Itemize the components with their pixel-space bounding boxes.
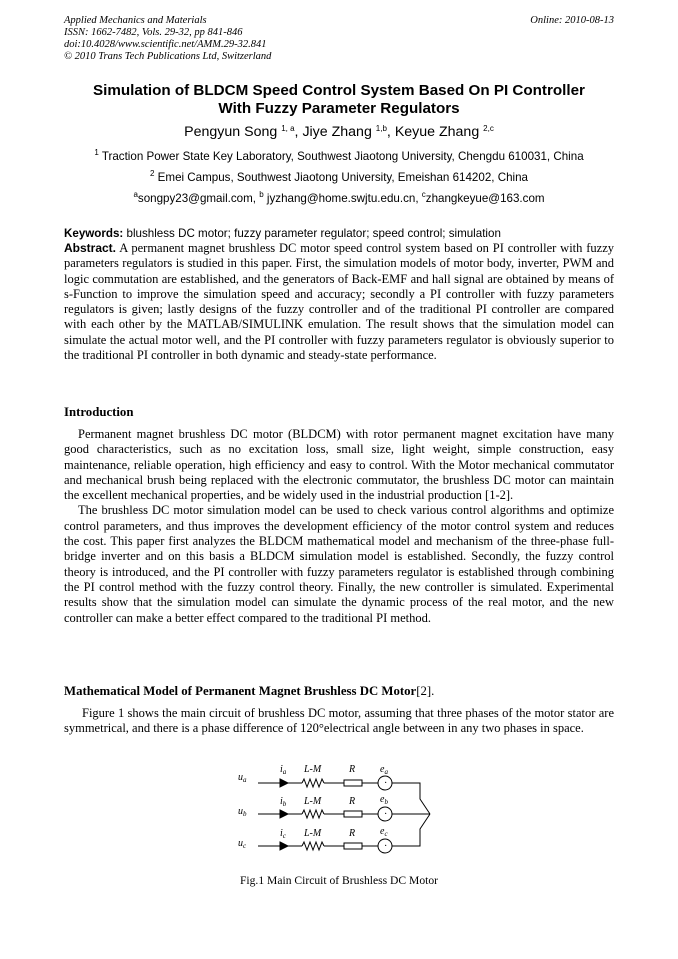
inductor-symbol	[302, 810, 324, 818]
author-list: Pengyun Song $^{1, a}$, Jiye Zhang $^{1,b}$, Keyue Zhang $^{2,c}$	[184, 124, 494, 140]
paragraph: Permanent magnet brushless DC motor (BLDCM) with rotor permanent magnet excitation have many good characteristics, such as no excitation loss, small size, light weight, simple construction, easy maintenance, reliable operation, high efficiency and easy to control. With the Motor mechanical commutator and mechanical brush being replaced with the electronic commutator, the brushless DC motor can maintain the excellent mechanical properties, and be widely used in the industrial production [1-2].	[64, 427, 614, 503]
voltage-label-b: $u_b$	[238, 806, 247, 818]
email-address[interactable]: songpy23@gmail.com	[137, 192, 253, 205]
affiliation-1	[64, 150, 614, 164]
emf-polarity: ·	[384, 778, 388, 789]
resistance-label: R	[349, 828, 356, 839]
email-superscript: b	[259, 190, 264, 199]
affiliation-superscript: 2	[149, 169, 155, 178]
author-name: Keyue Zhang	[394, 124, 480, 140]
wire	[392, 783, 430, 814]
resistance-label: R	[349, 796, 356, 807]
title-line-1: Simulation of BLDCM Speed Control System Based On PI Controller	[93, 82, 585, 99]
resistor-symbol	[344, 780, 362, 786]
author-name: Pengyun Song	[184, 124, 278, 140]
emf-polarity: ·	[384, 841, 388, 852]
voltage-label-a: $u_a$	[238, 772, 247, 784]
resistor-symbol	[344, 811, 362, 817]
affiliation-text: Traction Power State Key Laboratory, Southwest Jiaotong University, Chengdu 610031, China	[101, 150, 584, 163]
section-body	[64, 706, 614, 737]
introduction-body	[64, 427, 614, 626]
affiliation-superscript: 1	[94, 148, 99, 157]
paper-title	[64, 82, 614, 118]
current-arrow	[280, 779, 288, 787]
inductor-symbol	[302, 842, 324, 850]
inductance-label: L-M	[304, 796, 322, 807]
section-heading-reference[interactable]: [2].	[416, 684, 435, 698]
emf-label-b: $e_b$	[380, 794, 388, 806]
affiliation-text: Emei Campus, Southwest Jiaotong University, Emeishan 614202, China	[157, 171, 529, 184]
abstract-label: Abstract.	[64, 241, 117, 255]
journal-header	[64, 15, 271, 63]
keywords-label: Keywords:	[64, 227, 124, 240]
abstract-text: A permanent magnet brushless DC motor speed control system based on PI controller with fuzzy parameters regulators is studied in this paper. First, the simulation models of motor body, inverter, PWM and logic commutation are established, and the generators of Back-EMF and hall signal are obtained by means of s-Function to improve the simulation speed and accuracy; secondly a PI controller with fuzzy parameters regulators is given; lastly designs of the fuzzy controller and of the traditional PI controller are compared with each other by the MATLAB/SIMULINK emulation. The result shows that the simulation model can simulate the actual motor well, and the PI controller with fuzzy parameters regulator is obviously superior to the traditional PI controller in both dynamic and steady-state performance.	[64, 241, 615, 363]
affiliation-2	[64, 171, 614, 185]
journal-doi: doi:10.4028/www.scientific.net/AMM.29-32.841	[64, 39, 267, 50]
figure-caption: Fig.1 Main Circuit of Brushless DC Motor	[239, 874, 439, 887]
author-name: Jiye Zhang	[302, 124, 372, 140]
emf-label-c: $e_c$	[380, 826, 388, 838]
resistor-symbol	[344, 843, 362, 849]
journal-name: Applied Mechanics and Materials	[64, 15, 207, 26]
author-superscript: 1, a	[281, 124, 295, 133]
email-superscript: c	[421, 190, 426, 199]
email-list: $^a$songpy23@gmail.com, $^b$ jyzhang@home.swjtu.edu.cn, $^c$zhangkeyue@163.com	[133, 190, 545, 205]
emf-polarity: ·	[384, 809, 388, 820]
paragraph: The brushless DC motor simulation model can be used to check various control algorithms and optimize control parameters, and thus improves the development efficiency of the motor control system and reduces the cost. This paper first analyzes the BLDCM mathematical model and mechanism of the three-phase full-bridge inverter and on this basis a BLDCM simulation model is established. Secondly, the fuzzy control theory is introduced, and the PI controller with fuzzy parameters regulator is established through combining the PI control method with the fuzzy control theory. Finally, the new controller is simulated. Experimental results show that the simulation model can simulate the dynamic process of the real motor, and the new controller can make a better effect compared to the traditional PI method.	[64, 503, 614, 625]
current-label-b: $i_b$	[280, 796, 287, 808]
emf-label-a: $e_a$	[380, 764, 388, 776]
voltage-label-c: $u_c$	[238, 838, 247, 850]
current-label-c: $i_c$	[280, 828, 286, 840]
email-superscript: a	[133, 190, 138, 199]
current-arrow	[280, 842, 288, 850]
resistance-label: R	[349, 764, 356, 775]
section-heading	[64, 684, 434, 699]
current-label-a: $i_a$	[280, 764, 287, 776]
journal-copyright: © 2010 Trans Tech Publications Ltd, Switzerland	[64, 51, 272, 62]
title-line-2: With Fuzzy Parameter Regulators	[218, 100, 460, 117]
paragraph: Figure 1 shows the main circuit of brushless DC motor, assuming that three phases of the motor stator are symmetrical, and there is a phase difference of 120°electrical angle between in any two phases in space.	[64, 706, 614, 736]
inductance-label: L-M	[304, 764, 322, 775]
wire	[392, 814, 430, 846]
email-address[interactable]: zhangkeyue@163.com	[425, 192, 545, 205]
inductor-symbol	[302, 779, 324, 787]
keywords-text: blushless DC motor; fuzzy parameter regulator; speed control; simulation	[126, 227, 501, 240]
keywords	[64, 227, 615, 241]
author-superscript: 1,b	[375, 124, 387, 133]
section-heading-text: Mathematical Model of Permanent Magnet Brushless DC Motor	[64, 684, 417, 698]
abstract	[64, 241, 614, 363]
current-arrow	[280, 810, 288, 818]
journal-issn: ISSN: 1662-7482, Vols. 29-32, pp 841-846	[64, 27, 243, 38]
online-date: Online: 2010-08-13	[530, 15, 614, 26]
author-superscript: 2,c	[483, 124, 494, 133]
circuit-diagram	[232, 756, 446, 868]
email-address[interactable]: jyzhang@home.swjtu.edu.cn	[266, 192, 416, 205]
inductance-label: L-M	[304, 828, 322, 839]
introduction-heading: Introduction	[64, 405, 134, 419]
